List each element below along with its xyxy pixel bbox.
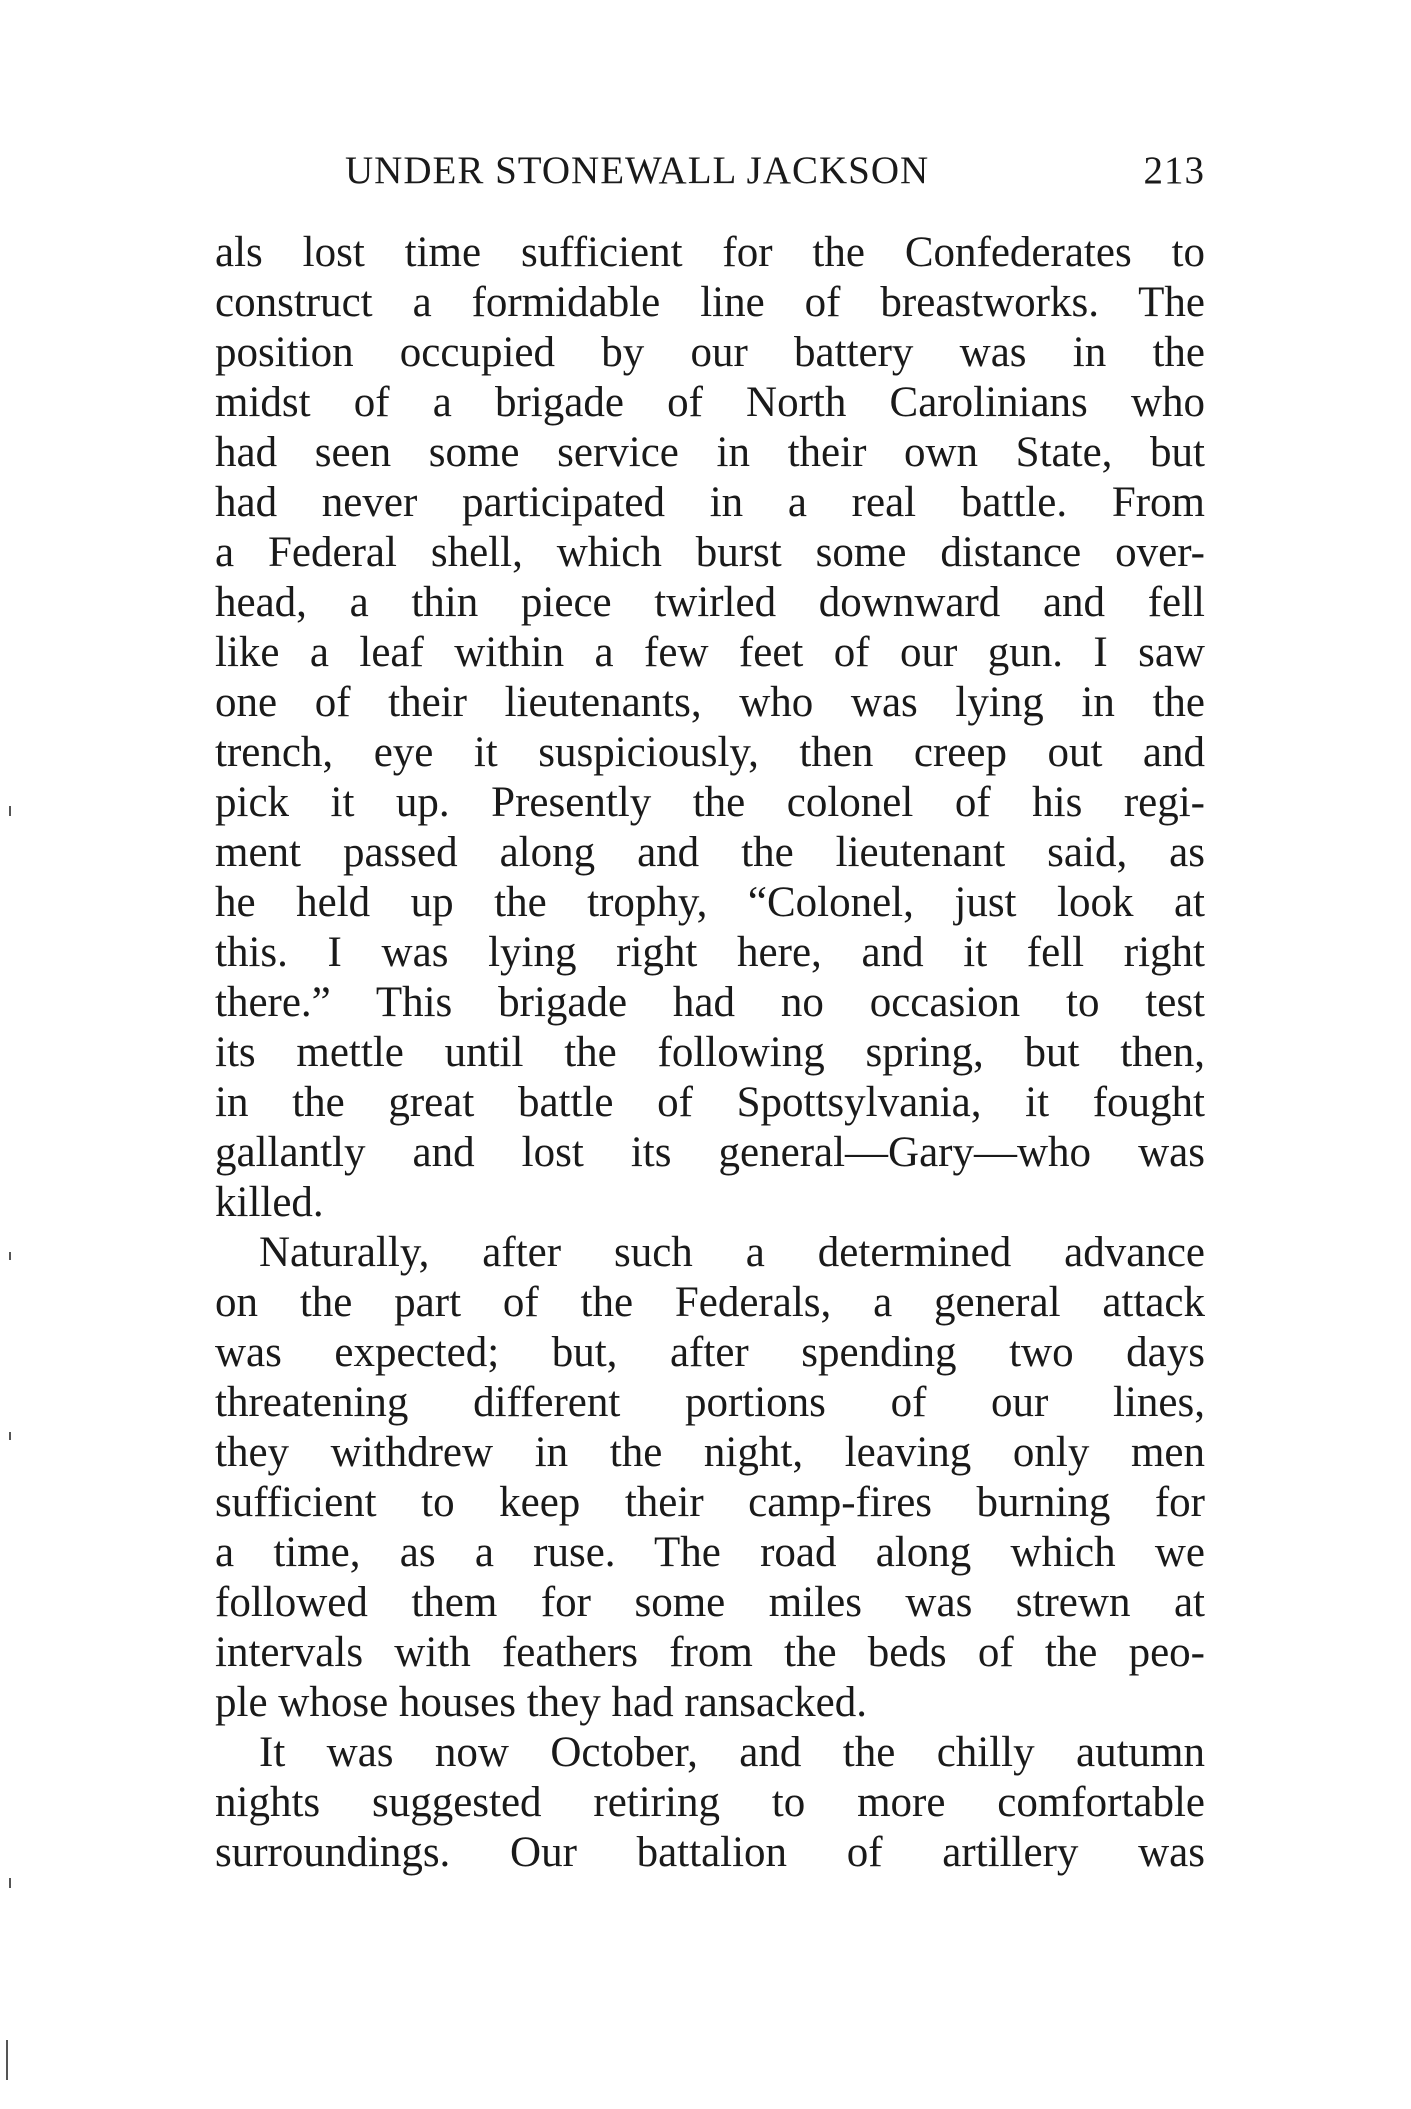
text-line: nights suggested retiring to more comfortable [215, 1779, 1205, 1826]
text-line: trench, eye it suspiciously, then creep out and [215, 729, 1205, 776]
text-line: one of their lieutenants, who was lying in the [215, 679, 1205, 726]
text-line: It was now October, and the chilly autumn [259, 1729, 1205, 1776]
text-line: in the great battle of Spottsylvania, it fought [215, 1079, 1205, 1126]
text-line: on the part of the Federals, a general attack [215, 1279, 1205, 1326]
text-line: killed. [215, 1179, 324, 1226]
text-line: like a leaf within a few feet of our gun. I saw [215, 629, 1205, 676]
paragraph-3 [215, 1728, 1205, 1878]
text-line: surroundings. Our battalion of artillery was [215, 1829, 1205, 1876]
page-number: 213 [1143, 149, 1205, 192]
text-line: gallantly and lost its general—Gary—who was [215, 1129, 1205, 1176]
scan-mark [9, 806, 11, 816]
text-line: this. I was lying right here, and it fell right [215, 929, 1205, 976]
text-line: sufficient to keep their camp-fires burning for [215, 1479, 1205, 1526]
text-line: was expected; but, after spending two days [215, 1329, 1205, 1376]
scan-mark [6, 2040, 8, 2080]
text-line: intervals with feathers from the beds of the peo- [215, 1629, 1205, 1676]
text-line: a Federal shell, which burst some distance over- [215, 529, 1205, 576]
text-line: its mettle until the following spring, but then, [215, 1029, 1205, 1076]
text-line: ment passed along and the lieutenant said, as [215, 829, 1205, 876]
text-line: position occupied by our battery was in the [215, 329, 1205, 376]
text-line: Naturally, after such a determined advance [259, 1229, 1205, 1276]
text-line: followed them for some miles was strewn at [215, 1579, 1205, 1626]
text-line: a time, as a ruse. The road along which we [215, 1529, 1205, 1576]
text-line: they withdrew in the night, leaving only men [215, 1429, 1205, 1476]
text-line: ple whose houses they had ransacked. [215, 1679, 867, 1726]
scan-mark [9, 1878, 11, 1888]
text-line: pick it up. Presently the colonel of his regi- [215, 779, 1205, 826]
scan-mark [9, 1432, 11, 1440]
text-line: head, a thin piece twirled downward and fell [215, 579, 1205, 626]
running-head [345, 148, 1205, 198]
text-line: there.” This brigade had no occasion to test [215, 979, 1205, 1026]
text-line: threatening different portions of our lines, [215, 1379, 1205, 1426]
text-line: he held up the trophy, “Colonel, just look at [215, 879, 1205, 926]
scan-mark [9, 1252, 11, 1260]
text-line: als lost time sufficient for the Confederates to [215, 229, 1205, 276]
text-line: had never participated in a real battle. From [215, 479, 1205, 526]
text-line: midst of a brigade of North Carolinians who [215, 379, 1205, 426]
text-line: construct a formidable line of breastworks. The [215, 279, 1205, 326]
paragraph-2 [215, 1228, 1205, 1728]
text-line: had seen some service in their own State, but [215, 429, 1205, 476]
body-text [215, 228, 1205, 1878]
paragraph-1 [215, 228, 1205, 1228]
running-head-title: UNDER STONEWALL JACKSON [345, 149, 930, 192]
